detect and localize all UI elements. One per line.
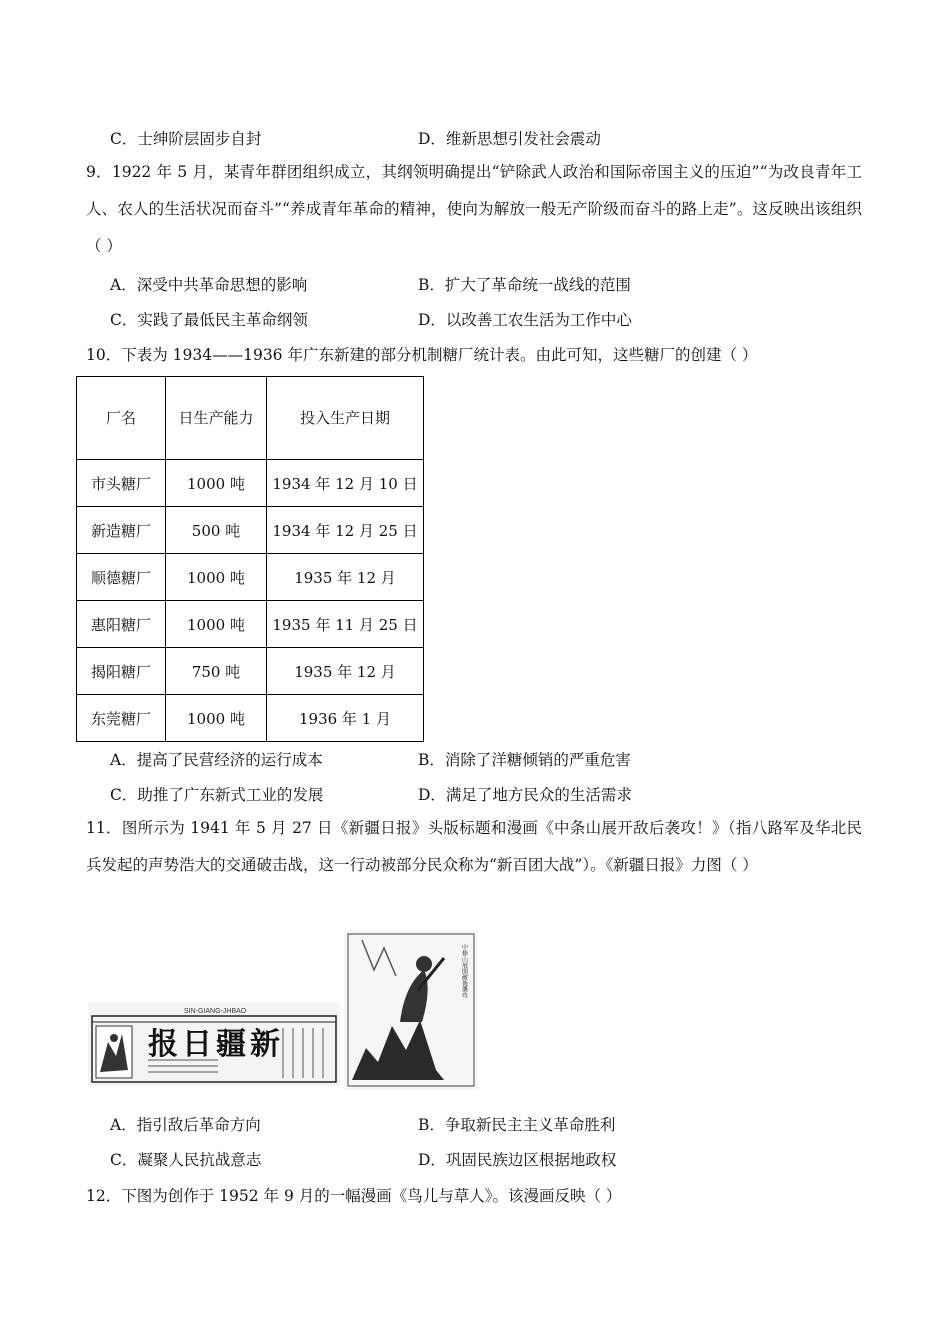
q9-option-c[interactable]: C．实践了最低民主革命纲领 [110,311,308,329]
table-row [77,507,424,554]
table-header-row [77,377,424,460]
table-row [77,601,424,648]
q10-options-row-cd [110,783,870,807]
table-cell-name: 新造糖厂 [77,507,166,554]
masthead-roman-text: SIN-GIANG-JHBAO [184,1008,247,1015]
table-header-date: 投入生产日期 [267,377,424,460]
table-cell-name: 顺德糖厂 [77,554,166,601]
cartoon-caption [461,943,468,999]
q10-option-a[interactable]: A．提高了民营经济的运行成本 [110,751,323,769]
table-cell-date: 1935 年 12 月 [267,554,424,601]
q10-option-c[interactable]: C．助推了广东新式工业的发展 [110,786,324,804]
tiger-emblem-icon [96,1026,132,1078]
q11-option-a[interactable]: A．指引敌后革命方向 [110,1116,261,1134]
table-cell-name: 东莞糖厂 [77,695,166,742]
table-cell-date: 1935 年 11 月 25 日 [267,601,424,648]
table-row [77,460,424,507]
table-header-capacity-label: 日生产能力 [178,409,254,427]
q8-option-d[interactable]: D．维新思想引发社会震动 [418,130,601,148]
q10-stem: 10．下表为 1934——1936 年广东新建的部分机制糖厂统计表。由此可知，这些糖厂的创建（ ） [86,346,758,364]
table-row [77,695,424,742]
q9-option-d[interactable]: D．以改善工农生活为工作中心 [418,311,632,329]
table-row [77,648,424,695]
newspaper-masthead-graphic [88,1002,340,1086]
q10-option-d[interactable]: D．满足了地方民众的生活需求 [418,786,632,804]
q11-options-row-cd [110,1148,870,1172]
table-cell-capacity: 1000 吨 [166,460,267,507]
q11-option-c[interactable]: C．凝聚人民抗战意志 [110,1151,262,1169]
table-cell-name: 揭阳糖厂 [77,648,166,695]
table-cell-name: 惠阳糖厂 [77,601,166,648]
table-cell-name: 市头糖厂 [77,460,166,507]
q11-option-d[interactable]: D．巩固民族边区根据地政权 [418,1151,617,1169]
table-cell-capacity: 500 吨 [166,507,267,554]
table-cell-date: 1934 年 12 月 10 日 [267,460,424,507]
q8-option-c[interactable]: C．士绅阶层固步自封 [110,130,262,148]
table-row [77,554,424,601]
q9-option-a[interactable]: A．深受中共革命思想的影响 [110,276,308,294]
q11-stem: 11．图所示为 1941 年 5 月 27 日《新疆日报》头版标题和漫画《中条山展开敌后袭攻！》（指八路军及华北民兵发起的声势浩大的交通破击战，这一行动被部分民众称为“新百团大战”）。《新疆日报》力图（ ） [86,819,862,874]
table-cell-capacity: 1000 吨 [166,695,267,742]
table-header-name: 厂名 [77,377,166,460]
masthead-title-text: 报日疆新 [148,1027,284,1062]
q12-stem: 12．下图为创作于 1952 年 9 月的一幅漫画《鸟儿与草人》。该漫画反映（ ） [86,1187,622,1205]
table-cell-date: 1934 年 12 月 25 日 [267,507,424,554]
q9-options-row-ab [110,273,870,297]
q11-option-b[interactable]: B．争取新民主主义革命胜利 [418,1116,616,1134]
table-header-capacity [166,377,267,460]
newspaper-masthead-image [88,1002,340,1086]
q10-option-b[interactable]: B．消除了洋糖倾销的严重危害 [418,751,631,769]
cartoon-caption-text: 中條山展開敵後襲攻 [460,944,468,998]
q9-option-b[interactable]: B．扩大了革命统一战线的范围 [418,276,631,294]
q9-options-row-cd [110,308,870,332]
cartoon-graphic [344,930,478,1090]
table-cell-date: 1935 年 12 月 [267,648,424,695]
cartoon-image [344,930,478,1090]
q9-stem: 9．1922 年 5 月，某青年群团组织成立，其纲领明确提出“铲除武人政治和国际帝国主义的压迫”“为改良青年工人、农人的生活状况而奋斗”“养成青年革命的精神，使向为解放一般无产阶级而奋斗的路上走”。这反映出该组织（ ） [86,163,862,255]
table-cell-capacity: 750 吨 [166,648,267,695]
q11-options-row-ab [110,1113,870,1137]
table-cell-capacity: 1000 吨 [166,554,267,601]
table-cell-date: 1936 年 1 月 [267,695,424,742]
q10-options-row-ab [110,748,870,772]
sugar-factory-table [76,376,424,742]
q8-options-row-cd [110,127,870,151]
table-cell-capacity: 1000 吨 [166,601,267,648]
